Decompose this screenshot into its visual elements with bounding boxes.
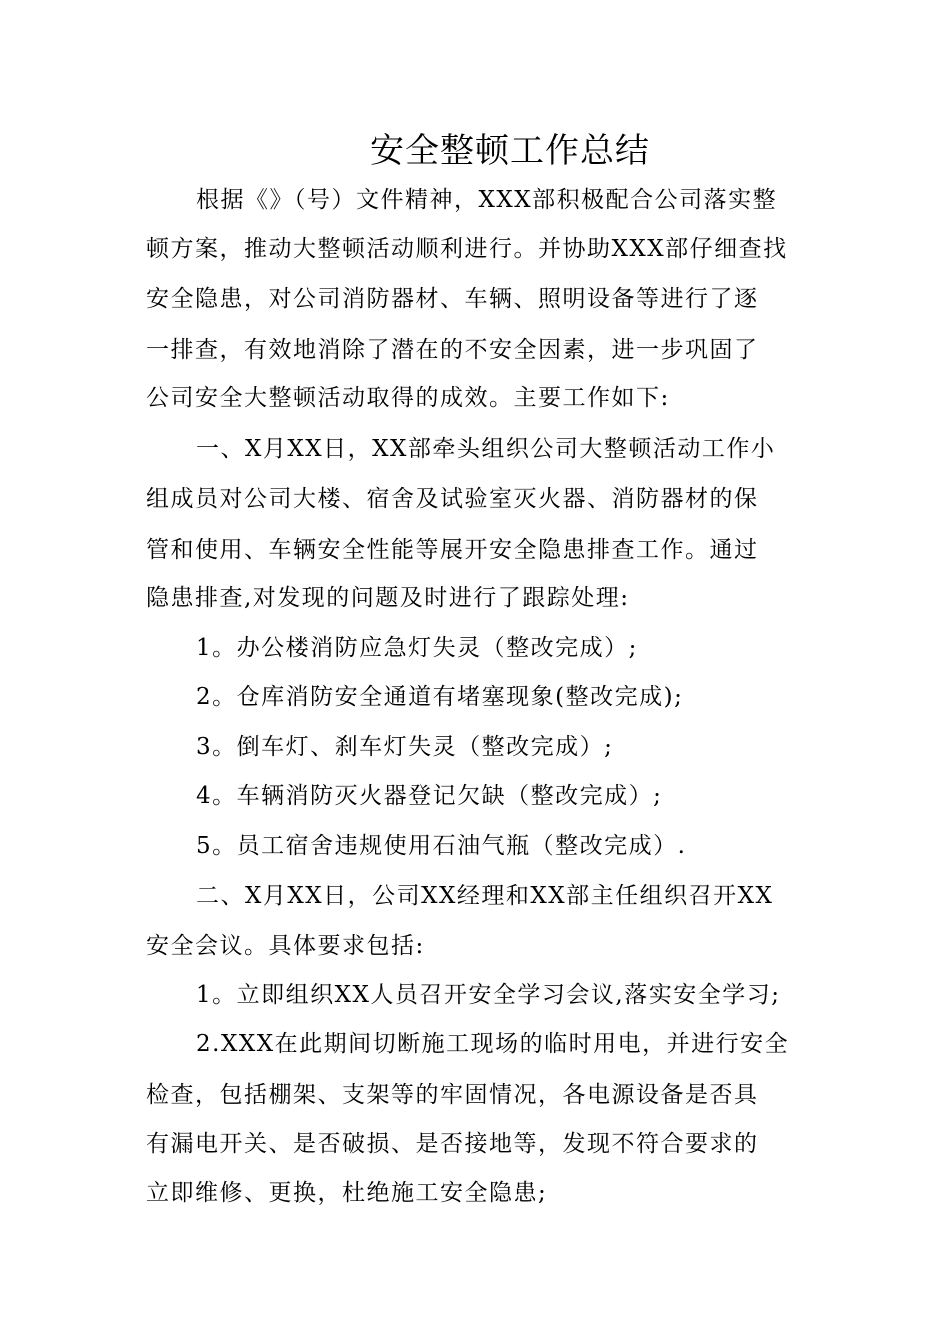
paragraph-line: 有漏电开关、是否破损、是否接地等，发现不符合要求的 bbox=[146, 1131, 759, 1157]
list-item: 5。员工宿舍违规使用石油气瓶（整改完成）. bbox=[196, 833, 687, 859]
paragraph-line: 一、X月XX日，XX部牵头组织公司大整顿活动工作小 bbox=[196, 436, 776, 462]
paragraph-line: 隐患排查,对发现的问题及时进行了跟踪处理: bbox=[146, 585, 630, 611]
paragraph-line: 组成员对公司大楼、宿舍及试验室灭火器、消防器材的保 bbox=[146, 486, 759, 512]
list-item: 2.XXX在此期间切断施工现场的临时用电，并进行安全 bbox=[196, 1031, 790, 1057]
paragraph-line: 检查，包括棚架、支架等的牢固情况，各电源设备是否具 bbox=[146, 1082, 759, 1108]
list-item: 1。立即组织XX人员召开安全学习会议,落实安全学习; bbox=[196, 982, 781, 1008]
document-title: 安全整顿工作总结 bbox=[370, 131, 650, 171]
paragraph-line: 二、X月XX日，公司XX经理和XX部主任组织召开XX bbox=[196, 883, 774, 909]
list-item: 4。车辆消防灭火器登记欠缺（整改完成）; bbox=[196, 783, 663, 809]
paragraph-line: 安全会议。具体要求包括: bbox=[146, 933, 425, 959]
list-item: 2。仓库消防安全通道有堵塞现象(整改完成); bbox=[196, 684, 684, 710]
paragraph-line: 根据《》（号）文件精神，XXX部积极配合公司落实整 bbox=[196, 187, 778, 213]
paragraph-line: 顿方案，推动大整顿活动顺利进行。并协助XXX部仔细查找 bbox=[146, 236, 788, 262]
paragraph-line: 公司安全大整顿活动取得的成效。主要工作如下: bbox=[146, 385, 670, 411]
list-item: 1。办公楼消防应急灯失灵（整改完成）; bbox=[196, 635, 638, 661]
paragraph-line: 安全隐患，对公司消防器材、车辆、照明设备等进行了逐 bbox=[146, 286, 759, 312]
paragraph-line: 管和使用、车辆安全性能等展开安全隐患排查工作。通过 bbox=[146, 537, 759, 563]
paragraph-line: 一排查，有效地消除了潜在的不安全因素，进一步巩固了 bbox=[146, 337, 759, 363]
list-item: 3。倒车灯、刹车灯失灵（整改完成）; bbox=[196, 734, 614, 760]
paragraph-line: 立即维修、更换，杜绝施工安全隐患; bbox=[146, 1180, 548, 1206]
